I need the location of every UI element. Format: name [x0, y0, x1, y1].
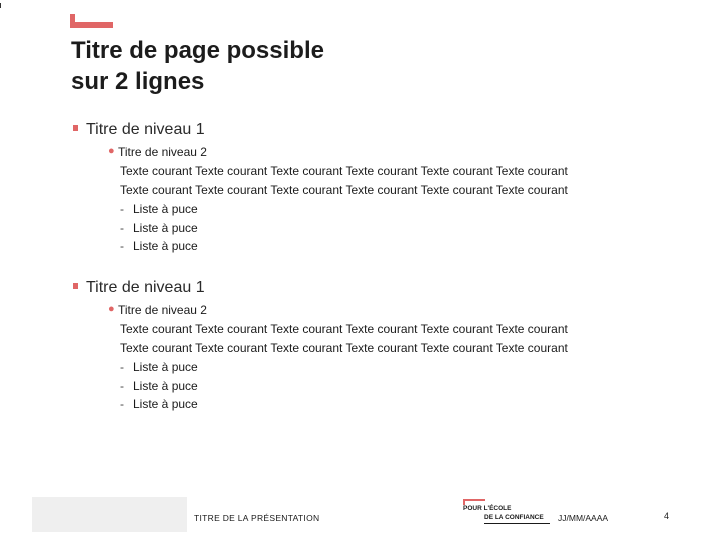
page-title: [71, 35, 631, 97]
footer-logo: [462, 497, 552, 527]
heading-level-2: ● Titre de niveau 2: [72, 143, 652, 162]
footer-presentation-title: TITRE DE LA PRÉSENTATION: [194, 513, 320, 523]
page-title-line-2: sur 2 lignes: [71, 68, 205, 95]
title-accent-bar: [70, 14, 113, 28]
corner-mark: [0, 3, 1, 8]
body-text: Texte courant Texte courant Texte courant Texte courant Texte courant Texte courant Texte courant Texte courant Texte courant Texte courant Texte courant Texte courant: [120, 322, 568, 355]
logo-line-1: POUR L'ÉCOLE: [463, 505, 512, 512]
heading-level-1: Titre de niveau 1: [72, 278, 652, 300]
footer-date: JJ/MM/AAAA: [558, 513, 609, 523]
red-square-bullet-icon: [73, 125, 78, 131]
page-number: 4: [664, 511, 670, 521]
footer-placeholder-box: [32, 497, 187, 532]
logo-line-2: DE LA CONFIANCE: [484, 514, 544, 521]
content-section-1: [72, 120, 652, 256]
red-dot-bullet-icon: ●: [108, 303, 115, 315]
heading-level-2: ● Titre de niveau 2: [72, 301, 652, 320]
list-item: - Liste à puce: [120, 378, 198, 393]
list-item: - Liste à puce: [120, 239, 198, 253]
list-item: - Liste à puce: [120, 397, 198, 411]
content-section-2: [72, 278, 652, 414]
body-text: Texte courant Texte courant Texte courant Texte courant Texte courant Texte courant Texte courant Texte courant Texte courant Texte courant Texte courant Texte courant: [120, 164, 568, 197]
bullet-list: [120, 200, 652, 256]
page-title-line-1: Titre de page possible: [71, 37, 324, 64]
heading-level-1: Titre de niveau 1: [72, 120, 652, 142]
list-item: - Liste à puce: [120, 360, 198, 374]
red-square-bullet-icon: [73, 283, 78, 289]
red-dot-bullet-icon: ●: [108, 145, 115, 157]
bullet-list: [120, 358, 652, 414]
list-item: - Liste à puce: [120, 202, 198, 216]
list-item: - Liste à puce: [120, 220, 198, 235]
logo-accent-mark: [463, 499, 485, 501]
